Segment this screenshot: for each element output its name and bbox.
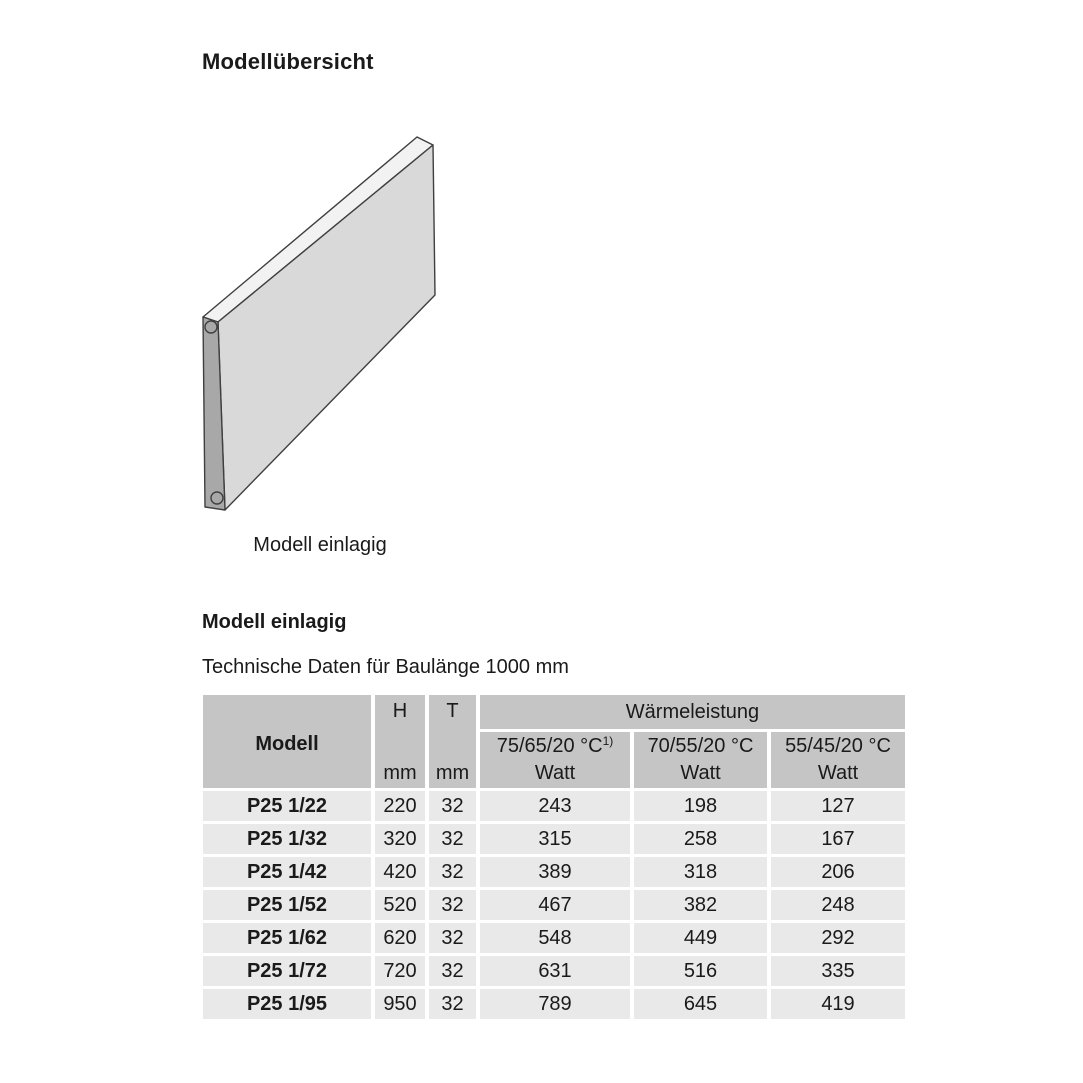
cell-watt-55: 167: [771, 824, 905, 854]
cell-watt-75: 315: [480, 824, 630, 854]
col-header-modell: Modell: [203, 695, 371, 788]
col-header-t-label: T: [446, 700, 459, 722]
cell-watt-75: 548: [480, 923, 630, 953]
cell-watt-75: 631: [480, 956, 630, 986]
cell-h: 420: [375, 857, 425, 887]
cell-t: 32: [429, 923, 476, 953]
cell-watt-70: 645: [634, 989, 767, 1019]
cell-t: 32: [429, 890, 476, 920]
table-row: [203, 956, 905, 986]
cell-h: 520: [375, 890, 425, 920]
cell-h: 950: [375, 989, 425, 1019]
col-header-t-unit: mm: [435, 762, 470, 784]
cell-watt-75: 789: [480, 989, 630, 1019]
table-header-row-1: [203, 695, 905, 729]
cell-watt-70: 258: [634, 824, 767, 854]
cell-t: 32: [429, 857, 476, 887]
table-row: [203, 923, 905, 953]
cell-watt-55: 206: [771, 857, 905, 887]
cell-t: 32: [429, 824, 476, 854]
cell-t: 32: [429, 791, 476, 821]
cell-watt-75: 467: [480, 890, 630, 920]
cell-watt-75: 389: [480, 857, 630, 887]
col-header-depth: [429, 695, 476, 788]
col-header-watt-1: Watt: [534, 762, 576, 784]
footnote-marker: 1): [602, 734, 614, 748]
col-group-waermeleistung: Wärmeleistung: [480, 695, 905, 729]
col-header-h-label: H: [392, 700, 408, 722]
cell-watt-70: 382: [634, 890, 767, 920]
table-row: [203, 890, 905, 920]
table-row: [203, 824, 905, 854]
col-header-temp-70-55-20: 70/55/20 °C Watt: [634, 732, 767, 788]
technical-data-table: [199, 692, 909, 1022]
col-header-watt-3: Watt: [817, 762, 859, 784]
section-subtitle: Technische Daten für Baulänge 1000 mm: [202, 656, 569, 678]
cell-watt-55: 248: [771, 890, 905, 920]
cell-watt-70: 198: [634, 791, 767, 821]
cell-watt-70: 318: [634, 857, 767, 887]
cell-watt-55: 419: [771, 989, 905, 1019]
cell-watt-75: 243: [480, 791, 630, 821]
page-title: Modellübersicht: [202, 49, 374, 74]
cell-modell: P25 1/42: [203, 857, 371, 887]
col-header-h-unit: mm: [383, 762, 417, 784]
cell-watt-55: 127: [771, 791, 905, 821]
cell-modell: P25 1/72: [203, 956, 371, 986]
cell-h: 220: [375, 791, 425, 821]
illustration-caption: Modell einlagig: [253, 534, 387, 556]
cell-modell: P25 1/22: [203, 791, 371, 821]
cell-modell: P25 1/52: [203, 890, 371, 920]
cell-modell: P25 1/32: [203, 824, 371, 854]
radiator-panel-illustration: [190, 125, 450, 515]
col-header-temp-55-45-20: 55/45/20 °C Watt: [771, 732, 905, 788]
cell-watt-55: 335: [771, 956, 905, 986]
cell-h: 320: [375, 824, 425, 854]
cell-watt-70: 449: [634, 923, 767, 953]
section-heading: Modell einlagig: [202, 611, 347, 633]
col-header-temp-75-65-20: 75/65/20 $^\circ C^{1)}$ Watt: [480, 732, 630, 788]
cell-modell: P25 1/95: [203, 989, 371, 1019]
table-row: [203, 857, 905, 887]
cell-t: 32: [429, 956, 476, 986]
cell-t: 32: [429, 989, 476, 1019]
cell-h: 720: [375, 956, 425, 986]
table-row: [203, 989, 905, 1019]
cell-h: 620: [375, 923, 425, 953]
cell-modell: P25 1/62: [203, 923, 371, 953]
panel-front-face: [218, 145, 435, 510]
table-row: [203, 791, 905, 821]
cell-watt-70: 516: [634, 956, 767, 986]
col-header-watt-2: Watt: [680, 762, 721, 784]
col-header-height: [375, 695, 425, 788]
cell-watt-55: 292: [771, 923, 905, 953]
